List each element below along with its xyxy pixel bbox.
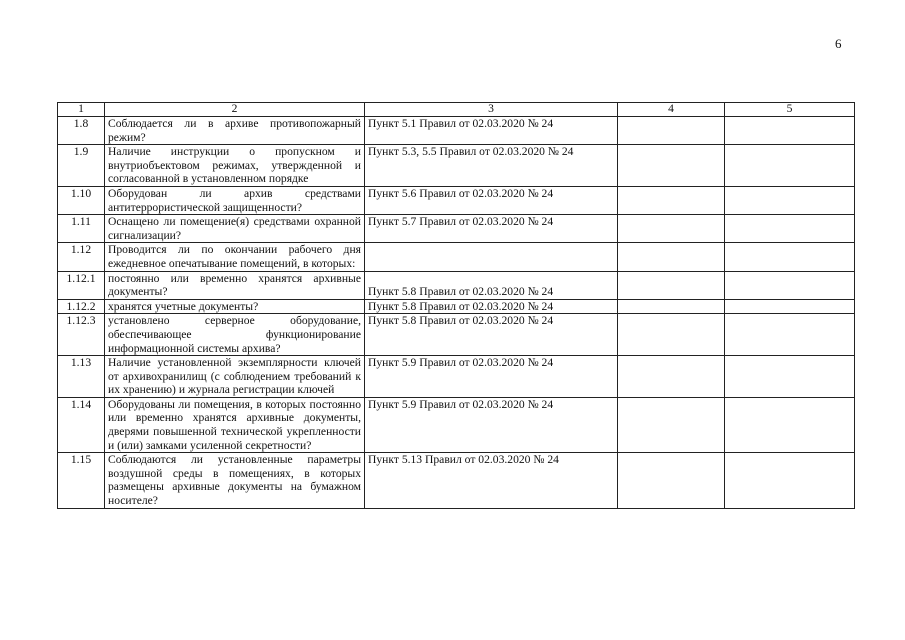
row-number: 1.8 — [58, 117, 105, 145]
row-col4 — [618, 271, 725, 299]
row-reference: Пункт 5.9 Правил от 02.03.2020 № 24 — [365, 356, 618, 398]
column-header-3: 3 — [365, 103, 618, 117]
row-reference: Пункт 5.1 Правил от 02.03.2020 № 24 — [365, 117, 618, 145]
column-header-1: 1 — [58, 103, 105, 117]
row-number: 1.12.2 — [58, 299, 105, 314]
row-number: 1.13 — [58, 356, 105, 398]
column-header-5: 5 — [725, 103, 855, 117]
table-row — [58, 356, 855, 398]
row-question: Соблюдаются ли установленные параметры воздушной среды в помещениях, в которых размещены архивные документы на бумажном носителе? — [105, 453, 365, 508]
row-col5 — [725, 215, 855, 243]
row-question: Оборудован ли архив средствами антитеррористической защищенности? — [105, 186, 365, 214]
row-col4 — [618, 453, 725, 508]
row-col5 — [725, 145, 855, 187]
table-row — [58, 299, 855, 314]
row-col4 — [618, 299, 725, 314]
row-question: установлено серверное оборудование, обеспечивающее функционирование информационной системы архива? — [105, 314, 365, 356]
row-col5 — [725, 117, 855, 145]
row-col5 — [725, 271, 855, 299]
table-row — [58, 117, 855, 145]
table-row — [58, 186, 855, 214]
row-col5 — [725, 397, 855, 452]
page-number: 6 — [835, 36, 842, 51]
row-col5 — [725, 299, 855, 314]
row-col4 — [618, 215, 725, 243]
row-col5 — [725, 356, 855, 398]
table-body — [58, 117, 855, 509]
table-header — [58, 103, 855, 117]
row-col4 — [618, 356, 725, 398]
row-number: 1.12.1 — [58, 271, 105, 299]
row-number: 1.10 — [58, 186, 105, 214]
row-col4 — [618, 243, 725, 271]
row-question: Оборудованы ли помещения, в которых постоянно или временно хранятся архивные документы, дверями повышенной технической укрепленности и (или) замками усиленной секретности? — [105, 397, 365, 452]
row-reference: Пункт 5.9 Правил от 02.03.2020 № 24 — [365, 397, 618, 452]
row-question: Оснащено ли помещение(я) средствами охранной сигнализации? — [105, 215, 365, 243]
row-number: 1.14 — [58, 397, 105, 452]
row-question: Соблюдается ли в архиве противопожарный режим? — [105, 117, 365, 145]
row-question: Наличие установленной экземплярности ключей от архивохранилищ (с соблюдением требований к их хранению) и журнала регистрации ключей — [105, 356, 365, 398]
row-reference — [365, 243, 618, 271]
row-col4 — [618, 314, 725, 356]
row-col5 — [725, 243, 855, 271]
row-number: 1.12.3 — [58, 314, 105, 356]
row-reference: Пункт 5.6 Правил от 02.03.2020 № 24 — [365, 186, 618, 214]
row-reference: Пункт 5.8 Правил от 02.03.2020 № 24 — [365, 314, 618, 356]
checklist-table — [57, 102, 855, 509]
header-row — [58, 103, 855, 117]
row-number: 1.9 — [58, 145, 105, 187]
row-number: 1.11 — [58, 215, 105, 243]
row-reference: Пункт 5.7 Правил от 02.03.2020 № 24 — [365, 215, 618, 243]
row-col5 — [725, 453, 855, 508]
row-col5 — [725, 186, 855, 214]
table-row — [58, 397, 855, 452]
table-row — [58, 453, 855, 508]
column-header-2: 2 — [105, 103, 365, 117]
row-reference: Пункт 5.3, 5.5 Правил от 02.03.2020 № 24 — [365, 145, 618, 187]
row-col4 — [618, 117, 725, 145]
table-row — [58, 314, 855, 356]
row-col4 — [618, 186, 725, 214]
row-reference: Пункт 5.8 Правил от 02.03.2020 № 24 — [365, 299, 618, 314]
row-col4 — [618, 145, 725, 187]
table-row — [58, 243, 855, 271]
row-reference: Пункт 5.13 Правил от 02.03.2020 № 24 — [365, 453, 618, 508]
row-question: хранятся учетные документы? — [105, 299, 365, 314]
row-question: Наличие инструкции о пропускном и внутриобъектовом режимах, утвержденной и согласованной в установленном порядке — [105, 145, 365, 187]
row-number: 1.12 — [58, 243, 105, 271]
row-reference: Пункт 5.8 Правил от 02.03.2020 № 24 — [365, 271, 618, 299]
column-header-4: 4 — [618, 103, 725, 117]
table-row — [58, 145, 855, 187]
row-question: Проводится ли по окончании рабочего дня ежедневное опечатывание помещений, в которых: — [105, 243, 365, 271]
row-question: постоянно или временно хранятся архивные документы? — [105, 271, 365, 299]
row-number: 1.15 — [58, 453, 105, 508]
table-row — [58, 271, 855, 299]
table-row — [58, 215, 855, 243]
row-col4 — [618, 397, 725, 452]
row-col5 — [725, 314, 855, 356]
